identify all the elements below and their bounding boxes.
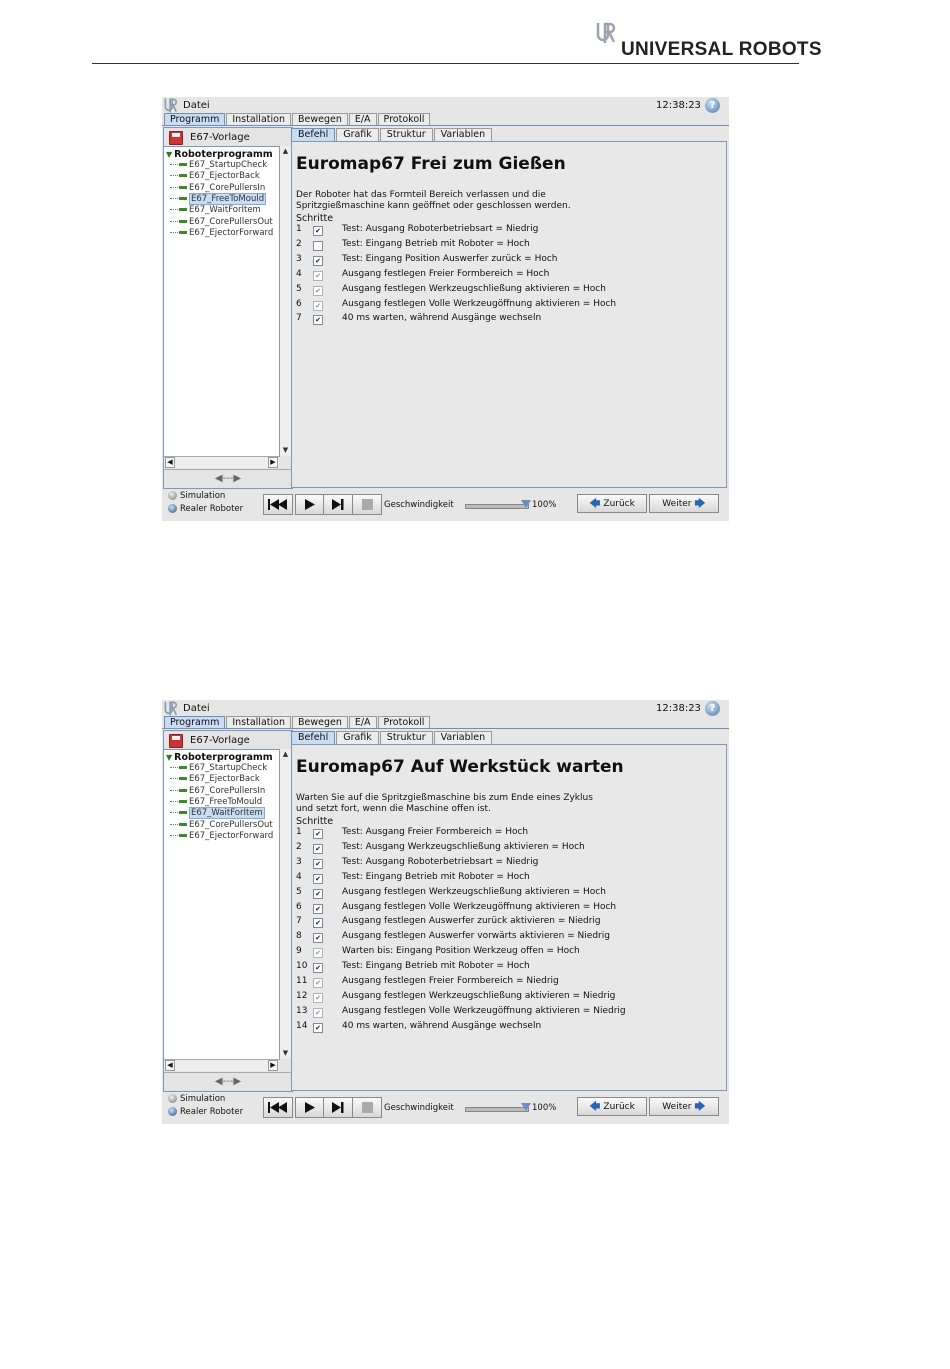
tree-item-label: E67_EjectorForward bbox=[189, 227, 274, 238]
step-number: 6 bbox=[296, 901, 302, 912]
back-label: Zurück bbox=[603, 499, 635, 509]
tree-item[interactable] bbox=[170, 205, 261, 216]
tab-underline bbox=[162, 125, 729, 126]
skip-back-icon bbox=[268, 498, 288, 511]
ur-logo-icon bbox=[164, 98, 179, 113]
step-text: Ausgang festlegen Werkzeugschließung aktivieren = Hoch bbox=[342, 886, 606, 897]
tree-item-label: E67_EjectorBack bbox=[189, 774, 260, 785]
scroll-left-icon[interactable]: ◀ bbox=[165, 457, 175, 468]
play-button[interactable] bbox=[295, 494, 325, 515]
step-number: 7 bbox=[296, 916, 302, 927]
tree-item[interactable] bbox=[170, 820, 273, 831]
brand-header bbox=[596, 22, 822, 62]
tree-connector bbox=[170, 835, 178, 836]
step-button[interactable] bbox=[323, 494, 353, 515]
program-name: E67-Vorlage bbox=[190, 132, 250, 143]
scroll-right-icon[interactable]: ▶ bbox=[268, 457, 278, 468]
step-text: Test: Ausgang Werkzeugschließung aktivieren = Hoch bbox=[342, 841, 585, 852]
tree-item[interactable] bbox=[170, 831, 273, 842]
tree-item[interactable] bbox=[170, 194, 266, 205]
slider-thumb-icon[interactable] bbox=[521, 500, 531, 508]
tree-root[interactable] bbox=[166, 752, 273, 763]
step-checkbox[interactable]: ✔ bbox=[313, 286, 323, 296]
step-number: 6 bbox=[296, 298, 302, 309]
arrow-left-icon: 🡄 bbox=[589, 1100, 601, 1113]
tree-connector bbox=[170, 812, 178, 813]
tree-connector bbox=[170, 232, 178, 233]
step-text: Test: Ausgang Roboterbetriebsart = Niedrig bbox=[342, 856, 539, 867]
tree-connector bbox=[170, 790, 178, 791]
command-arrow-icon bbox=[179, 231, 187, 234]
step-number: 10 bbox=[296, 961, 308, 972]
tree-item-label: E67_CorePullersOut bbox=[189, 819, 273, 830]
tree-horizontal-scrollbar[interactable] bbox=[164, 456, 279, 468]
step-number: 4 bbox=[296, 871, 302, 882]
back-button[interactable] bbox=[577, 494, 647, 513]
subtab-befehl[interactable]: Befehl bbox=[291, 731, 335, 744]
step-checkbox[interactable]: ✔ bbox=[313, 933, 323, 943]
tree-item-label: E67_CorePullersIn bbox=[189, 785, 266, 796]
subtab-struktur[interactable]: Struktur bbox=[380, 731, 433, 744]
step-text: 40 ms warten, während Ausgänge wechseln bbox=[342, 1020, 542, 1031]
tree-item[interactable] bbox=[170, 217, 273, 228]
command-arrow-icon bbox=[179, 220, 187, 223]
tree-connector bbox=[170, 801, 178, 802]
next-label: Weiter bbox=[662, 499, 692, 509]
command-arrow-icon bbox=[179, 811, 187, 814]
command-arrow-icon bbox=[179, 186, 187, 189]
top-bar bbox=[162, 700, 729, 717]
brand-name: UNIVERSAL ROBOTS bbox=[621, 39, 822, 60]
tree-item[interactable] bbox=[170, 774, 260, 785]
stop-icon bbox=[357, 498, 377, 511]
stop-button[interactable] bbox=[352, 494, 382, 515]
tab-programm[interactable]: Programm bbox=[164, 716, 225, 729]
step-checkbox[interactable]: ✔ bbox=[313, 904, 323, 914]
step-text: Ausgang festlegen Auswerfer zurück aktivieren = Niedrig bbox=[342, 916, 601, 927]
command-content bbox=[291, 141, 727, 488]
header-rule bbox=[92, 63, 799, 64]
steps-label: Schritte bbox=[296, 213, 334, 224]
back-button[interactable] bbox=[577, 1097, 647, 1116]
step-number: 7 bbox=[296, 313, 302, 324]
step-text: Test: Ausgang Roboterbetriebsart = Niedrig bbox=[342, 224, 539, 234]
speed-value: 100% bbox=[532, 500, 557, 510]
subtab-grafik[interactable]: Grafik bbox=[336, 731, 379, 744]
step-number: 1 bbox=[296, 224, 302, 234]
step-text: 40 ms warten, während Ausgänge wechseln bbox=[342, 313, 542, 324]
step-icon bbox=[328, 1101, 348, 1114]
speed-slider[interactable] bbox=[465, 504, 529, 509]
real-robot-label: Realer Roboter bbox=[180, 1107, 244, 1117]
step-checkbox[interactable] bbox=[313, 241, 323, 251]
step-text: Ausgang festlegen Freier Formbereich = Hoch bbox=[342, 268, 550, 279]
scroll-down-icon[interactable]: ▼ bbox=[282, 446, 289, 454]
program-header bbox=[164, 128, 292, 146]
tree-connector bbox=[170, 187, 178, 188]
step-checkbox[interactable]: ✔ bbox=[313, 889, 323, 899]
tree-item[interactable] bbox=[170, 183, 265, 194]
command-description: Der Roboter hat das Formteil Bereich verlassen und die Spritzgießmaschine kann geöffnet oder geschlossen werden. bbox=[296, 190, 571, 211]
clock: 12:38:23 bbox=[656, 100, 701, 111]
save-icon[interactable] bbox=[169, 131, 183, 145]
back-label: Zurück bbox=[603, 1102, 635, 1112]
step-number: 5 bbox=[296, 886, 302, 897]
simulation-label: Simulation bbox=[180, 1094, 226, 1104]
real-robot-radio[interactable] bbox=[168, 1107, 243, 1117]
step-text: Test: Eingang Position Auswerfer zurück = Hoch bbox=[342, 253, 558, 264]
step-checkbox[interactable]: ✔ bbox=[313, 271, 323, 281]
step-text: Ausgang festlegen Volle Werkzeugöffnung aktivieren = Hoch bbox=[342, 901, 617, 912]
scroll-up-icon[interactable]: ▲ bbox=[282, 750, 289, 758]
real-robot-radio[interactable] bbox=[168, 504, 243, 514]
step-checkbox[interactable]: ✔ bbox=[313, 993, 323, 1003]
step-checkbox[interactable]: ✔ bbox=[313, 844, 323, 854]
tab-underline bbox=[162, 728, 729, 729]
real-robot-radio-icon[interactable] bbox=[168, 1107, 177, 1116]
step-text: Ausgang festlegen Volle Werkzeugöffnung aktivieren = Hoch bbox=[342, 298, 617, 309]
command-description: Warten Sie auf die Spritzgießmaschine bis zum Ende eines Zyklus und setzt fort, wenn die Maschine offen ist. bbox=[296, 793, 593, 814]
step-text: Ausgang festlegen Volle Werkzeugöffnung aktivieren = Niedrig bbox=[342, 1005, 626, 1016]
save-icon[interactable] bbox=[169, 734, 183, 748]
subtab-grafik[interactable]: Grafik bbox=[336, 128, 379, 141]
command-arrow-icon bbox=[179, 834, 187, 837]
skip-to-start-button[interactable] bbox=[263, 494, 293, 515]
tree-connector bbox=[170, 198, 178, 199]
simulation-radio[interactable] bbox=[168, 491, 225, 501]
next-button[interactable] bbox=[649, 1097, 719, 1116]
tab-e-a[interactable]: E/A bbox=[349, 113, 377, 126]
sub-tabs bbox=[291, 128, 493, 141]
step-text: Ausgang festlegen Werkzeugschließung aktivieren = Hoch bbox=[342, 283, 606, 294]
command-panel bbox=[291, 730, 726, 1090]
command-arrow-icon bbox=[179, 197, 187, 200]
step-checkbox[interactable]: ✔ bbox=[313, 256, 323, 266]
step-text: Test: Eingang Betrieb mit Roboter = Hoch bbox=[342, 961, 530, 972]
command-arrow-icon bbox=[179, 208, 187, 211]
step-text: Ausgang festlegen Freier Formbereich = Niedrig bbox=[342, 976, 559, 986]
tree-item-label: E67_FreeToMould bbox=[189, 796, 263, 807]
tree-connector bbox=[170, 164, 178, 165]
tab-protokoll[interactable]: Protokoll bbox=[378, 716, 431, 729]
tree-item-label: E67_WaitForItem bbox=[189, 205, 261, 216]
play-button[interactable] bbox=[295, 1097, 325, 1118]
tab-bewegen[interactable]: Bewegen bbox=[292, 113, 348, 126]
tab-installation[interactable]: Installation bbox=[226, 113, 291, 126]
step-checkbox[interactable]: ✔ bbox=[313, 1008, 323, 1018]
tree-vertical-scrollbar[interactable] bbox=[280, 146, 291, 456]
program-tree bbox=[164, 749, 280, 1060]
step-icon bbox=[328, 498, 348, 511]
arrow-right-icon: 🡆 bbox=[694, 1100, 706, 1113]
step-text: Ausgang festlegen Werkzeugschließung aktivieren = Niedrig bbox=[342, 990, 616, 1001]
tree-item[interactable] bbox=[170, 160, 267, 171]
tree-item[interactable] bbox=[170, 808, 265, 819]
tree-item-label: E67_CorePullersIn bbox=[189, 182, 266, 193]
program-name: E67-Vorlage bbox=[190, 735, 250, 746]
tree-root-label: Roboterprogramm bbox=[174, 752, 273, 763]
step-number: 12 bbox=[296, 990, 308, 1001]
subtab-variablen[interactable]: Variablen bbox=[434, 731, 493, 744]
robot-ui-screenshot bbox=[162, 97, 729, 521]
command-arrow-icon bbox=[179, 777, 187, 780]
simulation-radio-icon[interactable] bbox=[168, 491, 177, 500]
speed-label: Geschwindigkeit bbox=[384, 500, 454, 510]
robot-ui-screenshot bbox=[162, 700, 729, 1124]
step-number: 13 bbox=[296, 1005, 308, 1016]
step-checkbox[interactable]: ✔ bbox=[313, 978, 323, 988]
tree-item-label: E67_EjectorBack bbox=[189, 171, 260, 182]
skip-back-icon bbox=[268, 1101, 288, 1114]
tree-connector bbox=[170, 824, 178, 825]
step-number: 9 bbox=[296, 946, 302, 957]
command-arrow-icon bbox=[179, 823, 187, 826]
help-icon[interactable]: ? bbox=[705, 98, 720, 113]
subtab-befehl[interactable]: Befehl bbox=[291, 128, 335, 141]
tab-bewegen[interactable]: Bewegen bbox=[292, 716, 348, 729]
bottom-bar bbox=[162, 490, 729, 520]
tree-item-label: E67_StartupCheck bbox=[189, 763, 268, 773]
step-checkbox[interactable]: ✔ bbox=[313, 315, 323, 325]
slider-thumb-icon[interactable] bbox=[521, 1103, 531, 1111]
step-checkbox[interactable]: ✔ bbox=[313, 948, 323, 958]
arrow-right-icon: 🡆 bbox=[694, 497, 706, 510]
tree-item-label: E67_WaitForItem bbox=[191, 808, 263, 819]
sub-tabs bbox=[291, 731, 493, 744]
tree-root[interactable] bbox=[166, 149, 273, 160]
tree-item-label: E67_CorePullersOut bbox=[189, 216, 273, 227]
file-menu[interactable]: Datei bbox=[183, 100, 210, 111]
bottom-bar bbox=[162, 1093, 729, 1123]
command-arrow-icon bbox=[179, 174, 187, 177]
speed-value: 100% bbox=[532, 1103, 557, 1113]
command-title: Euromap67 Auf Werkstück warten bbox=[296, 757, 624, 777]
program-tree bbox=[164, 146, 280, 457]
subtab-variablen[interactable]: Variablen bbox=[434, 128, 493, 141]
command-content bbox=[291, 744, 727, 1091]
step-checkbox[interactable]: ✔ bbox=[313, 918, 323, 928]
step-checkbox[interactable]: ✔ bbox=[313, 859, 323, 869]
step-checkbox[interactable]: ✔ bbox=[313, 829, 323, 839]
scroll-up-icon[interactable]: ▲ bbox=[282, 147, 289, 155]
tree-connector bbox=[170, 209, 178, 210]
step-checkbox[interactable]: ✔ bbox=[313, 874, 323, 884]
tree-item[interactable] bbox=[170, 228, 273, 239]
command-title: Euromap67 Frei zum Gießen bbox=[296, 154, 566, 174]
step-number: 3 bbox=[296, 253, 302, 264]
subtab-struktur[interactable]: Struktur bbox=[380, 128, 433, 141]
step-number: 3 bbox=[296, 856, 302, 867]
command-arrow-icon bbox=[179, 766, 187, 769]
steps-label: Schritte bbox=[296, 816, 334, 827]
simulation-radio-icon[interactable] bbox=[168, 1094, 177, 1103]
scroll-right-icon[interactable]: ▶ bbox=[268, 1060, 278, 1071]
stop-button[interactable] bbox=[352, 1097, 382, 1118]
speed-label: Geschwindigkeit bbox=[384, 1103, 454, 1113]
tree-vertical-scrollbar[interactable] bbox=[280, 749, 291, 1059]
real-robot-radio-icon[interactable] bbox=[168, 504, 177, 513]
scroll-down-icon[interactable]: ▼ bbox=[282, 1049, 289, 1057]
stop-icon bbox=[357, 1101, 377, 1114]
simulation-label: Simulation bbox=[180, 491, 226, 501]
command-arrow-icon bbox=[179, 163, 187, 166]
scroll-left-icon[interactable]: ◀ bbox=[165, 1060, 175, 1071]
tree-root-label: Roboterprogramm bbox=[174, 149, 273, 160]
tree-item[interactable] bbox=[170, 171, 260, 182]
command-arrow-icon bbox=[179, 800, 187, 803]
expand-triangle-icon[interactable]: ▼ bbox=[166, 753, 173, 762]
next-button[interactable] bbox=[649, 494, 719, 513]
simulation-radio[interactable] bbox=[168, 1094, 225, 1104]
step-text: Ausgang festlegen Auswerfer vorwärts aktivieren = Niedrig bbox=[342, 931, 610, 942]
step-checkbox[interactable]: ✔ bbox=[313, 301, 323, 311]
step-button[interactable] bbox=[323, 1097, 353, 1118]
step-checkbox[interactable]: ✔ bbox=[313, 226, 323, 236]
file-menu[interactable]: Datei bbox=[183, 703, 210, 714]
step-number: 14 bbox=[296, 1020, 308, 1031]
arrow-left-icon: 🡄 bbox=[589, 497, 601, 510]
step-text: Test: Eingang Betrieb mit Roboter = Hoch bbox=[342, 871, 530, 882]
tab-protokoll[interactable]: Protokoll bbox=[378, 113, 431, 126]
tree-connector bbox=[170, 175, 178, 176]
next-label: Weiter bbox=[662, 1102, 692, 1112]
tree-nav-arrows-icon[interactable]: ◀---▶ bbox=[164, 1072, 292, 1091]
program-tree-panel bbox=[163, 730, 293, 1092]
tree-item-label: E67_FreeToMould bbox=[191, 193, 265, 204]
tree-nav-arrows-icon[interactable]: ◀---▶ bbox=[164, 469, 292, 488]
step-number: 2 bbox=[296, 238, 302, 249]
tree-connector bbox=[170, 767, 178, 768]
step-text: Test: Eingang Betrieb mit Roboter = Hoch bbox=[342, 238, 530, 249]
tree-item-label: E67_StartupCheck bbox=[189, 160, 268, 170]
tab-programm[interactable]: Programm bbox=[164, 113, 225, 126]
step-text: Test: Ausgang Freier Formbereich = Hoch bbox=[342, 827, 529, 837]
tree-item-label: E67_EjectorForward bbox=[189, 830, 274, 841]
real-robot-label: Realer Roboter bbox=[180, 504, 244, 514]
step-checkbox[interactable]: ✔ bbox=[313, 1023, 323, 1033]
tree-horizontal-scrollbar[interactable] bbox=[164, 1059, 279, 1071]
play-icon bbox=[300, 498, 320, 511]
step-number: 4 bbox=[296, 268, 302, 279]
tree-item[interactable] bbox=[170, 786, 265, 797]
tab-e-a[interactable]: E/A bbox=[349, 716, 377, 729]
command-arrow-icon bbox=[179, 789, 187, 792]
tree-item[interactable] bbox=[170, 763, 267, 774]
step-number: 2 bbox=[296, 841, 302, 852]
ur-logo-icon bbox=[596, 22, 618, 44]
step-number: 8 bbox=[296, 931, 302, 942]
step-text: Warten bis: Eingang Position Werkzeug offen = Hoch bbox=[342, 946, 580, 957]
ur-logo-icon bbox=[164, 701, 179, 716]
step-checkbox[interactable]: ✔ bbox=[313, 963, 323, 973]
tree-connector bbox=[170, 778, 178, 779]
tab-installation[interactable]: Installation bbox=[226, 716, 291, 729]
step-number: 1 bbox=[296, 827, 302, 837]
command-panel bbox=[291, 127, 726, 487]
step-number: 5 bbox=[296, 283, 302, 294]
top-bar bbox=[162, 97, 729, 114]
step-number: 11 bbox=[296, 976, 308, 986]
clock: 12:38:23 bbox=[656, 703, 701, 714]
speed-slider[interactable] bbox=[465, 1107, 529, 1112]
help-icon[interactable]: ? bbox=[705, 701, 720, 716]
program-header bbox=[164, 731, 292, 749]
play-icon bbox=[300, 1101, 320, 1114]
program-tree-panel bbox=[163, 127, 293, 489]
expand-triangle-icon[interactable]: ▼ bbox=[166, 150, 173, 159]
skip-to-start-button[interactable] bbox=[263, 1097, 293, 1118]
tree-connector bbox=[170, 221, 178, 222]
